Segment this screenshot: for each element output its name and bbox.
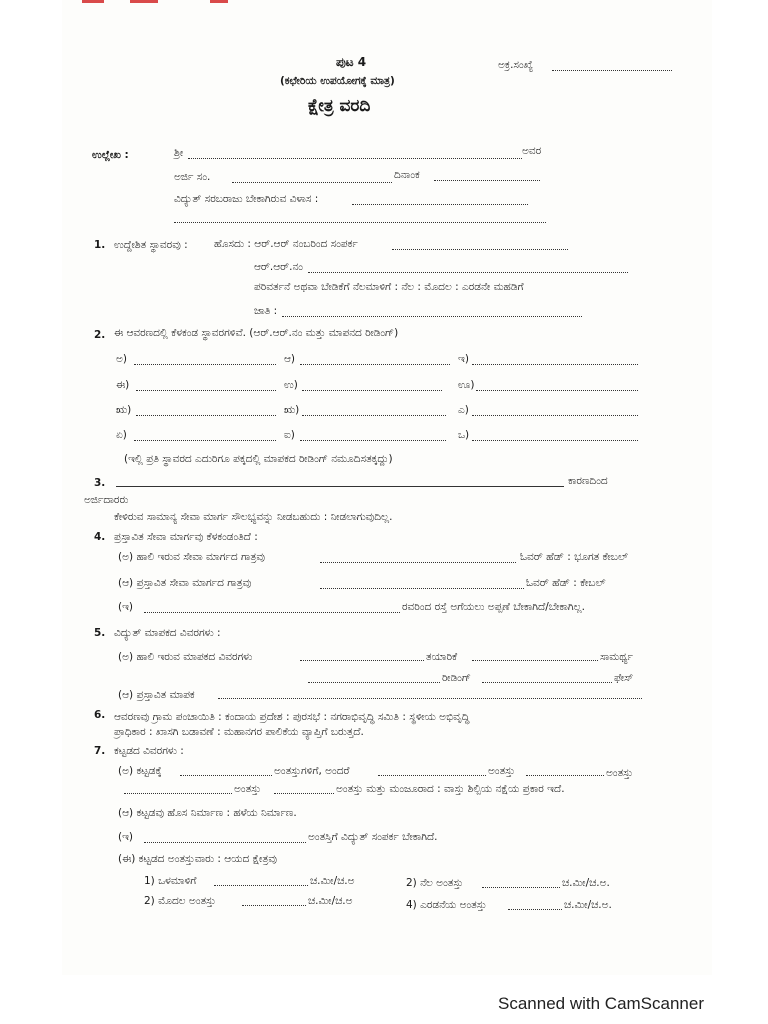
address-field-2[interactable] (174, 222, 546, 223)
address-field[interactable] (352, 204, 528, 205)
caste-label: ಜಾತಿ : (254, 305, 278, 317)
page-title: ಕ್ಷೇತ್ರ ವರದಿ (308, 96, 371, 116)
camscanner-watermark: Scanned with CamScanner (498, 994, 705, 1013)
meter-line-field[interactable] (308, 682, 440, 683)
proposed-meter-label: (ಆ) ಪ್ರಸ್ತಾವಿತ ಮಾಪಕ (118, 689, 195, 701)
red-mark (210, 0, 228, 3)
floor-area-label: (ಈ) ಕಟ್ಟಡದ ಅಂತಸ್ತುವಾರು : ಆಯದ ಕ್ಷೇತ್ರವು (118, 853, 277, 865)
floors-ie-label: ಅಂತಸ್ತುಗಳಿಗೆ, ಅಂದರೆ (274, 765, 350, 777)
installation-label: ಈ) (116, 379, 130, 391)
installation-field[interactable] (472, 415, 638, 416)
installation-label: ಆ) (284, 353, 296, 365)
ref-label: ಉಲ್ಲೇಖ : (92, 149, 129, 161)
section-5-number: 5. (94, 627, 106, 639)
phase-label: ಫೇಸ್ (614, 672, 634, 684)
installation-label: ಋ) (116, 404, 132, 416)
installation-label: ಋ) (284, 404, 300, 416)
ground-floor-label: 2) ನೆಲ ಅಂತಸ್ತು (406, 877, 464, 889)
change-label: ಪರಿವರ್ತನೆ ಅಥವಾ ಬೇಡಿಕೆಗೆ ನೆಲಮಾಳಿಗೆ : ನೆಲ : ಮೊದಲ : ಎರಡನೇ ಮಹಡಿಗೆ (254, 281, 524, 293)
existing-meter-field[interactable] (300, 660, 424, 661)
reason-label: ಕಾರಣದಿಂದ (568, 475, 608, 487)
installation-field[interactable] (302, 415, 446, 416)
proposed-meter-field[interactable] (218, 698, 642, 699)
installation-label: ಅ) (116, 353, 128, 365)
basement-field[interactable] (214, 885, 308, 886)
ground-floor-unit: ಚ.ಮೀ/ಚ.ಅ. (562, 877, 610, 889)
address-label: ವಿದ್ಯುತ್ ಸರಬರಾಜು ಬೇಕಾಗಿರುವ ವಿಳಾಸ : (174, 193, 319, 205)
existing-meter-label: (ಅ) ಹಾಲಿ ಇರುವ ಮಾಪಕದ ವಿವರಗಳು (118, 651, 253, 663)
section-2-number: 2. (94, 329, 106, 341)
installation-field[interactable] (134, 440, 276, 441)
building-floors-label: (ಅ) ಕಟ್ಟಡಕ್ಕೆ (118, 765, 162, 777)
section-5-label: ವಿದ್ಯುತ್ ಮಾಪಕದ ವಿವರಗಳು : (114, 627, 221, 639)
floor-label: ಅಂತಸ್ತು (606, 767, 633, 779)
avara-label: ಅವರ (522, 145, 542, 157)
capacity-label: ಸಾಮರ್ಥ್ಯ (600, 651, 633, 663)
proposed-service-field[interactable] (320, 588, 524, 589)
installation-label: ಎ) (458, 404, 469, 416)
application-no-field[interactable] (232, 182, 392, 183)
reading-label: ರೀಡಿಂಗ್ (442, 672, 471, 684)
installation-field[interactable] (472, 440, 638, 441)
first-floor-field[interactable] (242, 905, 306, 906)
installation-field[interactable] (134, 364, 276, 365)
reason-field[interactable] (116, 486, 564, 487)
date-label: ದಿನಾಂಕ (394, 169, 420, 181)
existing-service-label: (ಅ) ಹಾಲಿ ಇರುವ ಸೇವಾ ಮಾರ್ಗದ ಗಾತ್ರವು (118, 551, 265, 563)
basement-label: 1) ಒಳಮಾಳಿಗೆ (144, 875, 197, 887)
section-1-number: 1. (94, 239, 106, 251)
section-3-number: 3. (94, 477, 106, 489)
proposed-service-label: (ಆ) ಪ್ರಸ್ತಾವಿತ ಸೇವಾ ಮಾರ್ಗದ ಗಾತ್ರವು (118, 577, 252, 589)
section-2-note: (ಇಲ್ಲಿ ಪ್ರತಿ ಸ್ಥಾವರದ ಎದುರಿಗೂ ಪಕ್ಕದಲ್ಲಿ ಮಾಪಕದ ರೀಡಿಂಗ್ ನಮೂದಿಸತಕ್ಕದ್ದು) (124, 453, 393, 465)
construction-type: (ಆ) ಕಟ್ಟಡವು ಹೊಸ ನಿರ್ಮಾಣ : ಹಳೆಯ ನಿರ್ಮಾಣ. (118, 807, 297, 819)
first-floor-unit: ಚ.ಮೀ/ಚ.ಅ (308, 895, 353, 907)
installation-field[interactable] (300, 364, 450, 365)
installation-label: ಒ) (458, 429, 470, 441)
installation-label: ಊ) (458, 379, 475, 391)
section-6-line-1: ಆವರಣವು ಗ್ರಾಮ ಪಂಚಾಯಿತಿ : ಕಂದಾಯ ಪ್ರದೇಶ : ಪುರಸಭೆ : ನಗರಾಭಿವೃದ್ಧಿ ಸಮಿತಿ : ಸ್ಥಳೀಯ ಅಭಿವೃದ್ಧಿ (114, 711, 470, 723)
basement-unit: ಚ.ಮೀ/ಚ.ಅ (310, 875, 355, 887)
office-use-note: (ಕಛೇರಿಯ ಉಪಯೋಗಕ್ಕೆ ಮಾತ್ರ) (280, 75, 395, 87)
second-floor-label: 4) ಎರಡನೆಯ ಅಂತಸ್ತು (406, 899, 487, 911)
floors-ie-field[interactable] (378, 775, 486, 776)
section-1-label: ಉದ್ದೇಶಿತ ಸ್ಥಾವರವು : (114, 239, 188, 251)
app-no-label: ಅಕ್ರ.ಸಂಖ್ಯೆ (498, 59, 534, 71)
name-field[interactable] (188, 158, 522, 159)
floor-field[interactable] (124, 793, 232, 794)
rr-no-field[interactable] (308, 272, 628, 273)
connection-floor-field[interactable] (144, 842, 306, 843)
application-no-label: ಅರ್ಜಿ ಸಂ. (174, 171, 211, 183)
maker-field[interactable] (472, 660, 598, 661)
new-connection-field[interactable] (392, 249, 568, 250)
existing-service-field[interactable] (320, 562, 516, 563)
second-floor-unit: ಚ.ಮೀ/ಚ.ಅ. (564, 899, 612, 911)
section-4-label: ಪ್ರಸ್ತಾವಿತ ಸೇವಾ ಮಾರ್ಗವು ಕೆಳಕಂಡಂತಿದೆ : (114, 531, 258, 543)
applicant-label: ಅರ್ಜಿದಾರರು (84, 494, 129, 506)
form-number: ಪುಟ 4 (336, 55, 367, 69)
permission-field[interactable] (144, 612, 400, 613)
proposed-service-type: ಓವರ್ ಹೆಡ್ : ಕೇಬಲ್ (526, 577, 606, 589)
installation-label: ಐ) (284, 429, 295, 441)
section-6-number: 6. (94, 709, 106, 721)
installation-field[interactable] (300, 440, 446, 441)
section-6-line-2: ಪ್ರಾಧಿಕಾರ : ಖಾಸಗಿ ಬಡಾವಣೆ : ಮಹಾನಗರ ಪಾಲಿಕೆಯ ವ್ಯಾಪ್ತಿಗೆ ಬರುತ್ತದೆ. (114, 726, 364, 738)
section-2-label: ಈ ಆವರಣದಲ್ಲಿ ಕೆಳಕಂಡ ಸ್ಥಾವರಗಳಿವೆ. (ಆರ್.ಆರ್.ನಂ ಮತ್ತು ಮಾಪನದ ರೀಡಿಂಗ್) (114, 327, 399, 339)
floor-field[interactable] (274, 793, 334, 794)
red-mark (82, 0, 104, 3)
floor-label: ಅಂತಸ್ತು (488, 765, 515, 777)
ground-floor-field[interactable] (482, 887, 560, 888)
installation-field[interactable] (476, 390, 638, 391)
permission-item: (ಇ) (118, 601, 134, 613)
permission-text: ರವರಿಂದ ರಸ್ತೆ ಅಗೆಯಲು ಅಪ್ಪಣೆ ಬೇಕಾಗಿದೆ/ಬೇಕಾಗಿಲ್ಲ. (402, 601, 585, 613)
section-3-text: ಕೇಳಿರುವ ಸಾಮಾನ್ಯ ಸೇವಾ ಮಾರ್ಗ ಸೌಲಭ್ಯವನ್ನು ನೀಡಬಹುದು : ನೀಡಲಾಗುವುದಿಲ್ಲ. (114, 511, 393, 523)
sanction-text: ಅಂತಸ್ತು ಮತ್ತು ಮಂಜೂರಾದ : ವಾಸ್ತು ಶಿಲ್ಪಿಯ ನಕ್ಷೆಯ ಪ್ರಕಾರ ಇದೆ. (336, 783, 565, 795)
rr-no-label: ಆರ್.ಆರ್.ನಂ (254, 261, 303, 273)
installation-field[interactable] (136, 415, 276, 416)
connection-floor-text: ಅಂತಸ್ತಿಗೆ ವಿದ್ಯುತ್ ಸಂಪರ್ಕ ಬೇಕಾಗಿದೆ. (308, 831, 438, 843)
reading-field[interactable] (482, 682, 612, 683)
section-4-number: 4. (94, 531, 106, 543)
maker-label: ತಯಾರಿಕೆ (426, 651, 458, 663)
installation-field[interactable] (302, 390, 442, 391)
installation-field[interactable] (136, 390, 276, 391)
red-mark (130, 0, 158, 3)
second-floor-field[interactable] (508, 909, 562, 910)
installation-label: ಇ) (458, 353, 469, 365)
section-7-label: ಕಟ್ಟಡದ ವಿವರಗಳು : (114, 745, 184, 757)
first-floor-label: 2) ಮೊದಲ ಅಂತಸ್ತು (144, 895, 216, 907)
form-page (62, 0, 712, 975)
shri-label: ಶ್ರೀ (174, 147, 184, 159)
installation-field[interactable] (472, 364, 638, 365)
installation-label: ಏ) (116, 429, 127, 441)
building-floors-field[interactable] (180, 775, 272, 776)
app-no-field[interactable] (552, 70, 672, 71)
caste-field[interactable] (282, 316, 582, 317)
floor-field[interactable] (526, 775, 604, 776)
existing-service-type: ಓವರ್ ಹೆಡ್ : ಭೂಗತ ಕೇಬಲ್ (520, 551, 629, 563)
connection-floor-item: (ಇ) (118, 831, 134, 843)
installation-label: ಉ) (284, 379, 298, 391)
floor-label: ಅಂತಸ್ತು (234, 783, 261, 795)
section-7-number: 7. (94, 745, 106, 757)
new-connection-label: ಹೊಸದು : ಆರ್.ಆರ್ ನಂಬರಿಂದ ಸಂಪರ್ಕ (214, 238, 358, 250)
date-field[interactable] (434, 180, 540, 181)
